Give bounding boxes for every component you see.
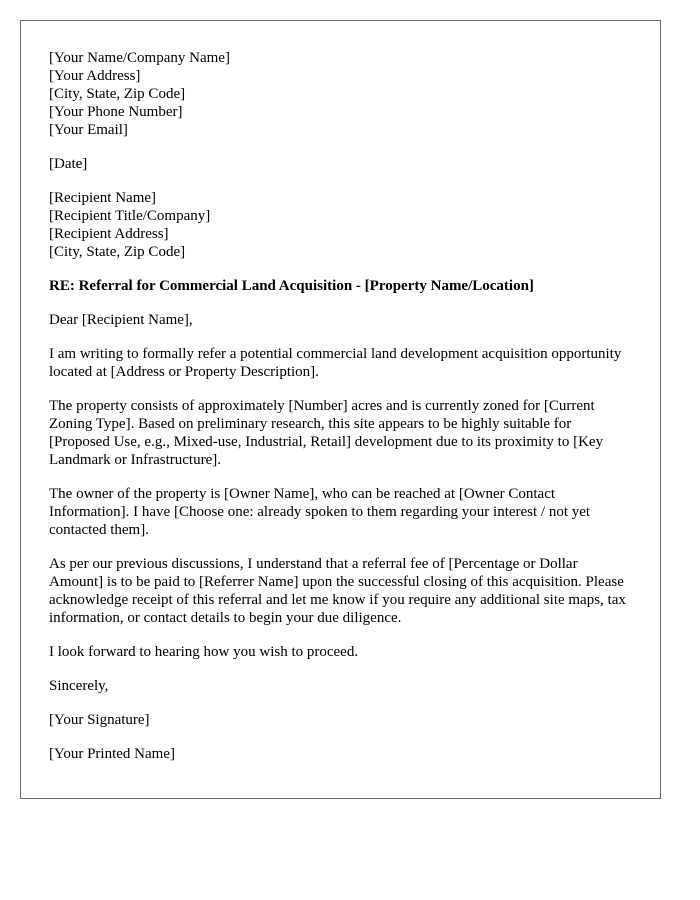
letter-document (20, 20, 661, 799)
recipient-title-company: [Recipient Title/Company] (49, 208, 211, 224)
printed-name: [Your Printed Name] (49, 746, 175, 762)
body-paragraph-fee: As per our previous discussions, I understand that a referral fee of [Percentage or Dollar Amount] is to be paid to [Referrer Name] upon the successful closing of this acquisition. Please acknowledge receipt of this referral and let me know if you require any additional site maps, tax information, or contact details to begin your due diligence. (49, 556, 626, 626)
sender-phone: [Your Phone Number] (49, 104, 183, 120)
body-paragraph-closing: I look forward to hearing how you wish to proceed. (49, 644, 359, 660)
recipient-city-state-zip: [City, State, Zip Code] (49, 244, 186, 260)
body-paragraph-property: The property consists of approximately [Number] acres and is currently zoned for [Current Zoning Type]. Based on preliminary research, this site appears to be highly suitable for [Proposed Use, e.g., Mixed-use, Industrial, Retail] development due to its proximity to [Key Landmark or Infrastructure]. (49, 398, 604, 468)
sender-name: [Your Name/Company Name] (49, 50, 230, 66)
body-paragraph-owner: The owner of the property is [Owner Name], who can be reached at [Owner Contact Information]. I have [Choose one: already spoken to them regarding your interest / not yet contacted them]. (49, 486, 591, 538)
sender-block (49, 49, 632, 139)
recipient-name: [Recipient Name] (49, 190, 157, 206)
sender-email: [Your Email] (49, 122, 128, 138)
recipient-block (49, 189, 632, 261)
subject-line: RE: Referral for Commercial Land Acquisition - [Property Name/Location] (49, 278, 534, 294)
closing: Sincerely, (49, 678, 109, 694)
recipient-address: [Recipient Address] (49, 226, 169, 242)
letter-date: [Date] (49, 156, 88, 172)
body-paragraph-intro: I am writing to formally refer a potential commercial land development acquisition opportunity located at [Address or Property Description]. (49, 346, 622, 380)
signature: [Your Signature] (49, 712, 150, 728)
sender-city-state-zip: [City, State, Zip Code] (49, 86, 186, 102)
sender-address: [Your Address] (49, 68, 141, 84)
salutation: Dear [Recipient Name], (49, 312, 193, 328)
date-block (49, 155, 632, 173)
